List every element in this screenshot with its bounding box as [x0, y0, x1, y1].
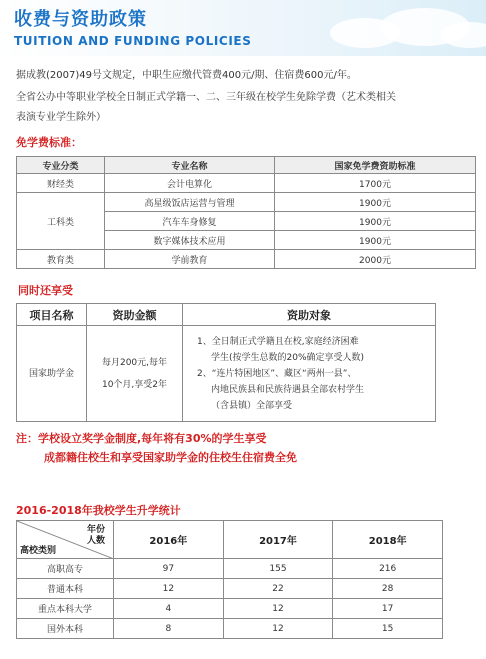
header-banner — [0, 0, 486, 56]
value-cell: 15 — [333, 619, 443, 639]
value-cell: 17 — [333, 599, 443, 619]
category-cell: 教育类 — [17, 250, 105, 269]
intro-line: 据成教(2007)49号文规定，中职生应缴代管费400元/期、住宿费600元/年。 — [16, 70, 357, 81]
admission-stats-table — [16, 520, 443, 639]
standard-cell: 1900元 — [275, 193, 476, 212]
category-cell: 国外本科 — [17, 619, 114, 639]
value-cell: 12 — [114, 579, 224, 599]
standard-cell: 1900元 — [275, 212, 476, 231]
aid-heading: 同时还享受 — [18, 284, 73, 297]
page-title: 收费与资助政策 — [14, 9, 147, 30]
major-cell: 高星级饭店运营与管理 — [105, 193, 275, 212]
standard-cell: 2000元 — [275, 250, 476, 269]
category-cell: 重点本科大学 — [17, 599, 114, 619]
value-cell: 4 — [114, 599, 224, 619]
corner-top-label — [87, 525, 105, 547]
stats-title: 2016-2018年我校学生升学统计 — [16, 504, 181, 517]
major-cell: 汽车车身修复 — [105, 212, 275, 231]
intro-line: 表演专业学生除外） — [16, 112, 106, 123]
category-cell: 财经类 — [17, 174, 105, 193]
year-header: 2017年 — [223, 521, 333, 559]
column-header: 国家免学费资助标准 — [275, 157, 476, 174]
standard-cell: 1900元 — [275, 231, 476, 250]
corner-header-cell — [17, 521, 114, 559]
column-header: 项目名称 — [17, 304, 87, 326]
page-subtitle: TUITION AND FUNDING POLICIES — [14, 34, 252, 48]
exemption-heading: 免学费标准： — [16, 136, 82, 149]
value-cell: 22 — [223, 579, 333, 599]
table-row — [17, 174, 476, 193]
target-line: 2、“连片特困地区”、藏区“两州一县”、 — [197, 368, 357, 379]
amount-line: 每月200元,每年 — [101, 357, 168, 368]
standard-cell: 1700元 — [275, 174, 476, 193]
table-header-row — [17, 157, 476, 174]
table-row — [17, 599, 443, 619]
table-row — [17, 559, 443, 579]
column-header: 资助金额 — [87, 304, 183, 326]
amount-line: 10个月,享受2年 — [101, 379, 168, 390]
year-header: 2018年 — [333, 521, 443, 559]
note-line: 注：学校设立奖学金制度,每年将有30%的学生享受 — [16, 432, 267, 445]
target-line: （含县镇）全部享受 — [211, 400, 293, 411]
table-header-row — [17, 304, 436, 326]
table-row — [17, 250, 476, 269]
table-row — [17, 193, 476, 212]
table-header-row — [17, 521, 443, 559]
corner-label-year: 年份 — [86, 525, 105, 535]
target-line: 1、全日制正式学籍且在校,家庭经济困难 — [197, 336, 359, 347]
category-cell: 工科类 — [17, 193, 105, 250]
table-row — [17, 579, 443, 599]
grant-table — [16, 303, 436, 422]
year-header: 2016年 — [114, 521, 224, 559]
target-line: 内地民族县和民族待遇县全部农村学生 — [211, 384, 365, 395]
major-cell: 学前教育 — [105, 250, 275, 269]
value-cell: 12 — [223, 619, 333, 639]
corner-label-count: 人数 — [86, 536, 105, 546]
value-cell: 155 — [223, 559, 333, 579]
category-cell: 高职高专 — [17, 559, 114, 579]
cloud-decoration — [440, 22, 486, 48]
value-cell: 97 — [114, 559, 224, 579]
note-line: 成都籍住校生和享受国家助学金的住校生住宿费全免 — [44, 451, 297, 464]
column-header: 专业分类 — [17, 157, 105, 174]
target-line: 学生(按学生总数的20%确定享受人数) — [211, 352, 365, 363]
column-header: 资助对象 — [183, 304, 436, 326]
category-cell: 普通本科 — [17, 579, 114, 599]
value-cell: 8 — [114, 619, 224, 639]
major-cell: 会计电算化 — [105, 174, 275, 193]
grant-amount-cell — [87, 326, 183, 422]
tuition-exemption-table — [16, 156, 476, 269]
value-cell: 12 — [223, 599, 333, 619]
grant-target-cell — [183, 326, 436, 422]
column-header: 专业名称 — [105, 157, 275, 174]
major-cell: 数字媒体技术应用 — [105, 231, 275, 250]
table-row — [17, 326, 436, 422]
grant-name-cell: 国家助学金 — [17, 326, 87, 422]
value-cell: 216 — [333, 559, 443, 579]
corner-bottom-label: 高校类别 — [20, 546, 57, 556]
value-cell: 28 — [333, 579, 443, 599]
intro-line: 全省公办中等职业学校全日制正式学籍一、二、三年级在校学生免除学费（艺术类相关 — [16, 92, 396, 103]
table-row — [17, 619, 443, 639]
